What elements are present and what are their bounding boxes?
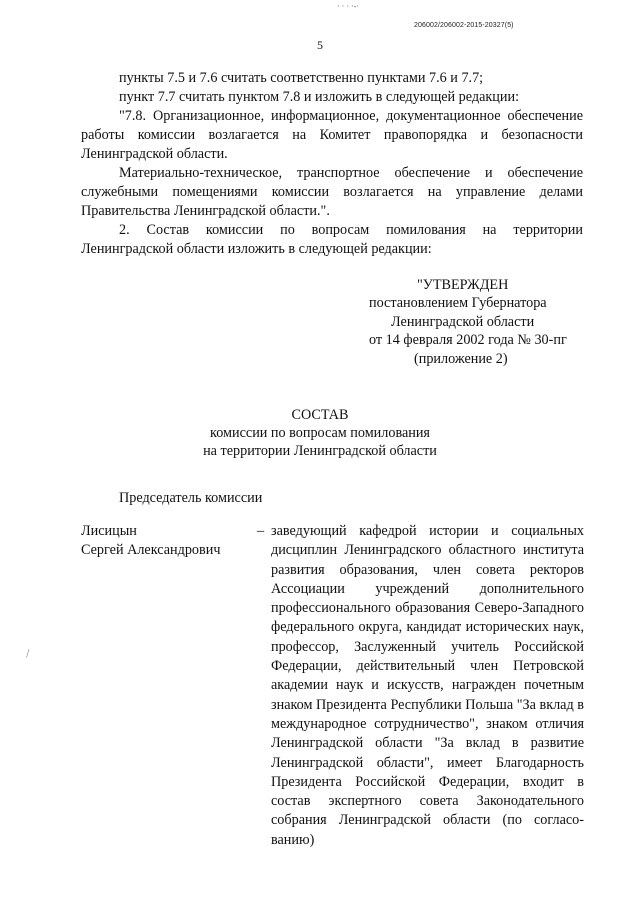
approval-line-3: Ленинградской области	[391, 313, 535, 330]
member-name	[81, 522, 220, 560]
paragraph-3: "7.8. Организационное, информационное, документационное обеспечение работы комиссии возлагается на Комитет правопорядка и безопасности Ленинградской области.	[81, 108, 583, 162]
scan-artifact: · · · ·-·	[337, 2, 359, 11]
paragraph-4: Материально-техническое, транспортное обеспечение и обеспечение служебными помещениями комиссии возлагается на управление делами Правительства Ленинградской области.".	[81, 165, 583, 219]
approval-line-4: от 14 февраля 2002 года № 30-пг	[369, 332, 567, 349]
member-dash: –	[257, 523, 265, 539]
member-surname: Лисицын	[81, 523, 137, 539]
composition-subtitle-1: комиссии по вопросам помилования	[210, 425, 430, 441]
composition-subtitle-2: на территории Ленинградской области	[203, 443, 437, 459]
approval-line-2: постановлением Губернатора	[369, 295, 547, 312]
approval-stamp	[369, 276, 567, 368]
document-id: 206002/206002-2015-20327(5)	[414, 22, 514, 29]
paragraph-5: 2. Состав комиссии по вопросам помилования на территории Ленинградской области изложить в следующей редакции:	[81, 222, 583, 257]
paragraph-2: пункт 7.7 считать пунктом 7.8 и изложить в следующей редакции:	[119, 89, 520, 105]
approval-line-5: (приложение 2)	[414, 350, 508, 367]
member-description: заведующий кафедрой истории и социальных дисциплин Ленинградского областного института развития образования, член совета ректоров Ассоциации учреждений дополнительного профессионального образования Северо-Западного федерального округа, кандидат исторических наук, профессор, Заслуженный учитель Российской Федерации, действительный член Петровской академии наук и искусств, награжден почетным знаком Президента Республики Польша "За вклад в международное сотрудничество", знаком отличия Ленинградской области "За вклад в развитие Ленинградской области", имеет Благодарность Президента Российской Федерации, входит в состав экспертного совета Законодательного собрания Ленинградской области (по согласо-ванию)	[271, 523, 584, 848]
approval-line-1: "УТВЕРЖДЕН	[417, 277, 509, 293]
chair-heading: Председатель комиссии	[119, 490, 263, 506]
page-number: 5	[317, 38, 323, 52]
member-given-names: Сергей Александрович	[81, 542, 221, 558]
margin-mark: ⁄	[25, 648, 31, 660]
composition-title: СОСТАВ	[291, 407, 349, 423]
body-text	[81, 69, 583, 259]
composition-heading	[0, 406, 640, 460]
paragraph-1: пункты 7.5 и 7.6 считать соответственно пунктами 7.6 и 7.7;	[119, 70, 484, 86]
